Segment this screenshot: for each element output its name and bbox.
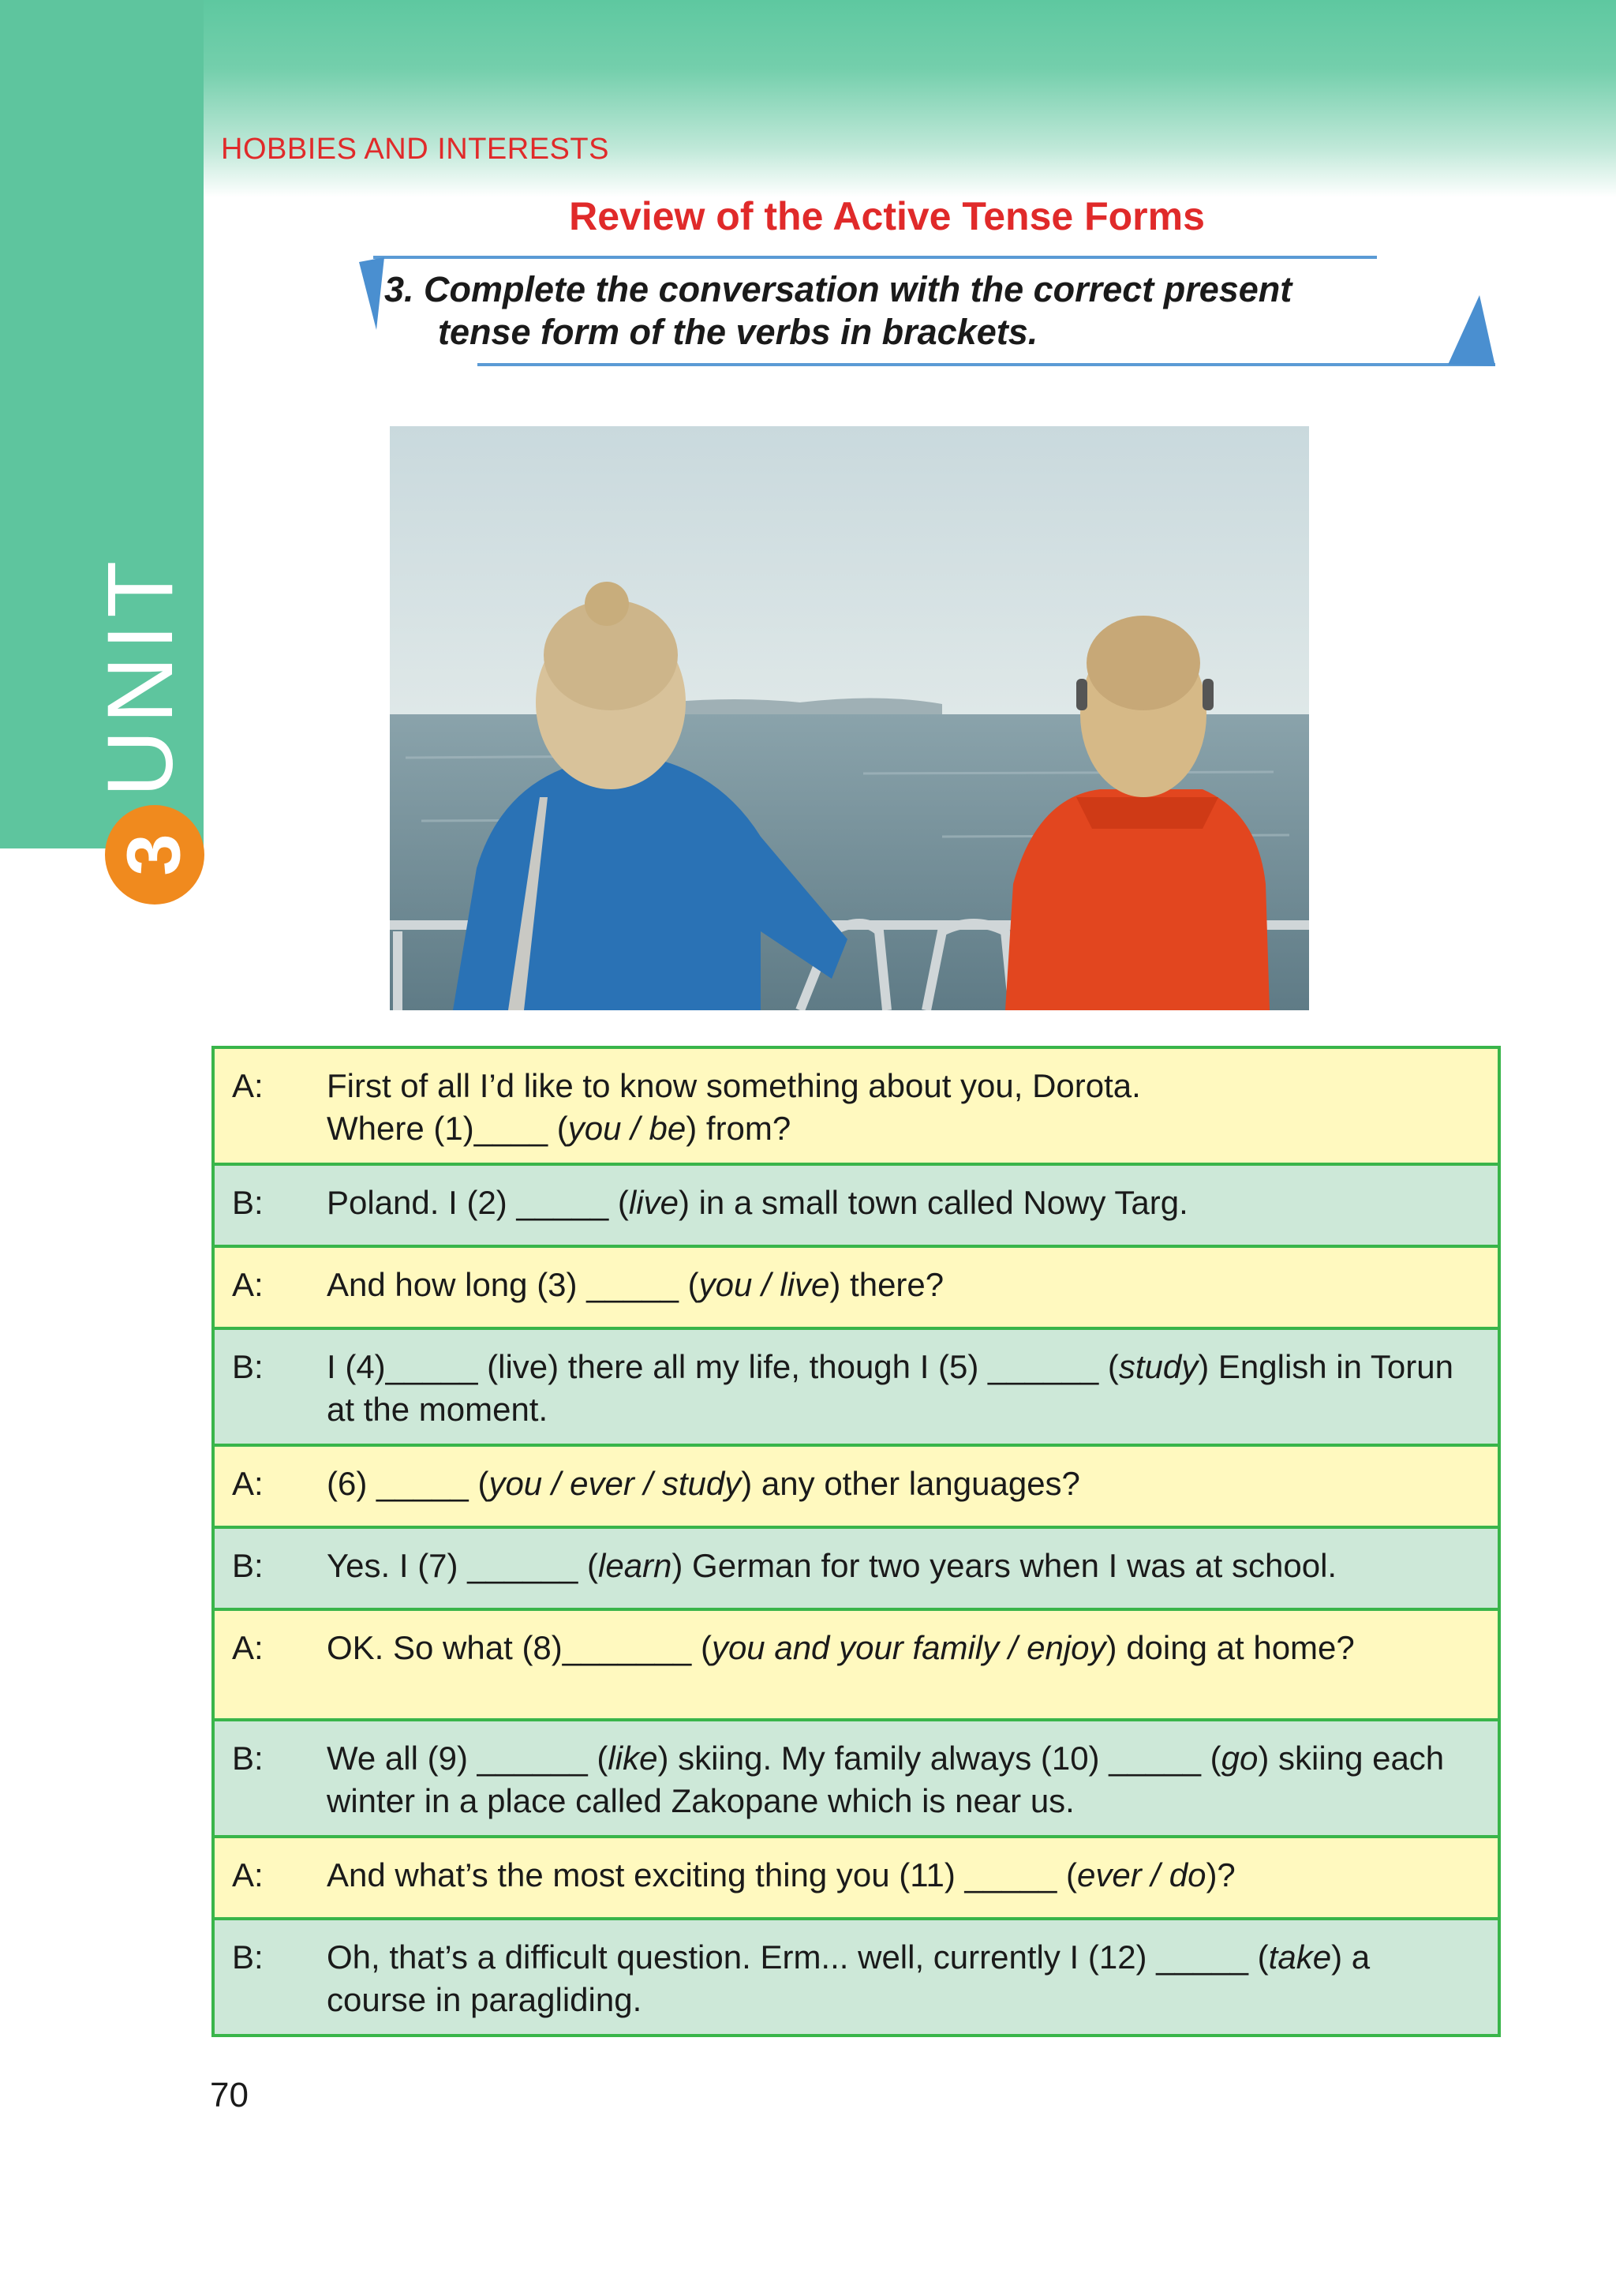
dialogue-row: [215, 1447, 1498, 1529]
task-line-2: tense form of the verbs in brackets.: [438, 312, 1038, 352]
task-instruction-banner: [359, 254, 1499, 371]
dialogue-line: [327, 1264, 1498, 1306]
dialogue-text: We all (9) ______ (: [327, 1740, 608, 1777]
speaker-label: A:: [232, 1465, 264, 1502]
verb-prompt: you / ever / study: [488, 1465, 742, 1502]
lesson-title: Review of the Active Tense Forms: [569, 194, 1205, 238]
speaker-label: B:: [232, 1938, 264, 1976]
dialogue-row: [215, 1920, 1498, 2034]
verb-prompt: you / live: [698, 1266, 830, 1303]
task-instruction: [384, 268, 1489, 354]
photo-two-women-at-sea: [390, 426, 1309, 1010]
verb-prompt: go: [1221, 1740, 1259, 1777]
speaker-label: A:: [232, 1629, 264, 1666]
dialogue-text: )?: [1206, 1856, 1236, 1893]
page-number: 70: [210, 2076, 249, 2114]
verb-prompt: learn: [598, 1547, 672, 1584]
speaker-label: B:: [232, 1547, 264, 1584]
header-band: [0, 0, 1616, 197]
dialogue-line: [327, 1627, 1498, 1669]
speaker-label: A:: [232, 1067, 264, 1104]
dialogue-row: [215, 1330, 1498, 1447]
dialogue-text: ) English in Torun at the moment.: [327, 1348, 1453, 1428]
dialogue-text: Where (1)____ (: [327, 1110, 568, 1147]
dialogue-line: [327, 1737, 1498, 1822]
unit-label: UNIT: [88, 554, 193, 797]
dialogue-text: ) German for two years when I was at school.: [671, 1547, 1337, 1584]
dialogue-line: [327, 1545, 1498, 1587]
task-line-1: Complete the conversation with the correct present: [424, 269, 1292, 309]
speaker-label: A:: [232, 1856, 264, 1893]
dialogue-row: [215, 1838, 1498, 1920]
task-number: 3.: [384, 269, 414, 309]
dialogue-text: ) skiing each winter in a place called Zakopane which is near us.: [327, 1740, 1445, 1819]
dialogue-text: I (4)_____ (live) there all my life, though I (5) ______ (: [327, 1348, 1119, 1385]
dialogue-text: ) a course in paragliding.: [327, 1938, 1371, 2018]
dialogue-text: ) doing at home?: [1105, 1629, 1355, 1666]
sea-photo-illustration: [390, 426, 1309, 1010]
speaker-label: A:: [232, 1266, 264, 1303]
dialogue-row: [215, 1721, 1498, 1838]
speaker-label: B:: [232, 1740, 264, 1777]
dialogue-line: [327, 1854, 1498, 1897]
dialogue-line: [327, 1346, 1498, 1431]
verb-prompt: you / be: [567, 1110, 686, 1147]
dialogue-row: [215, 1049, 1498, 1166]
dialogue-text: Oh, that’s a difficult question. Erm... well, currently I (12) _____ (: [327, 1938, 1269, 1976]
dialogue-line: [327, 1936, 1498, 2021]
dialogue-text: Poland. I (2) _____ (: [327, 1184, 629, 1221]
verb-prompt: like: [608, 1740, 658, 1777]
dialogue-line: [327, 1182, 1498, 1224]
section-label: HOBBIES AND INTERESTS: [221, 133, 609, 166]
dialogue-row: [215, 1248, 1498, 1330]
dialogue-text: Yes. I (7) ______ (: [327, 1547, 598, 1584]
dialogue-line: [327, 1463, 1498, 1505]
dialogue-text: ) in a small town called Nowy Targ.: [678, 1184, 1188, 1221]
dialogue-row: [215, 1529, 1498, 1611]
verb-prompt: live: [628, 1184, 679, 1221]
dialogue-text: (6) _____ (: [327, 1465, 489, 1502]
dialogue-text: First of all I’d like to know something about you, Dorota.: [327, 1067, 1141, 1104]
dialogue-text: ) skiing. My family always (10) _____ (: [657, 1740, 1221, 1777]
speaker-label: B:: [232, 1184, 264, 1221]
dialogue-line: [327, 1065, 1498, 1150]
dialogue-text: And what’s the most exciting thing you (11) _____ (: [327, 1856, 1077, 1893]
speaker-label: B:: [232, 1348, 264, 1385]
dialogue-table: [211, 1046, 1501, 2037]
verb-prompt: ever / do: [1077, 1856, 1206, 1893]
dialogue-row: [215, 1166, 1498, 1248]
dialogue-text: ) any other languages?: [741, 1465, 1080, 1502]
dialogue-text: OK. So what (8)_______ (: [327, 1629, 712, 1666]
unit-number: 3: [111, 833, 196, 876]
dialogue-text: ) from?: [686, 1110, 791, 1147]
dialogue-row: [215, 1611, 1498, 1721]
unit-number-badge: [105, 805, 204, 905]
dialogue-text: ) there?: [829, 1266, 945, 1303]
verb-prompt: take: [1268, 1938, 1332, 1976]
dialogue-text: And how long (3) _____ (: [327, 1266, 699, 1303]
verb-prompt: study: [1118, 1348, 1199, 1385]
verb-prompt: you and your family / enjoy: [711, 1629, 1106, 1666]
